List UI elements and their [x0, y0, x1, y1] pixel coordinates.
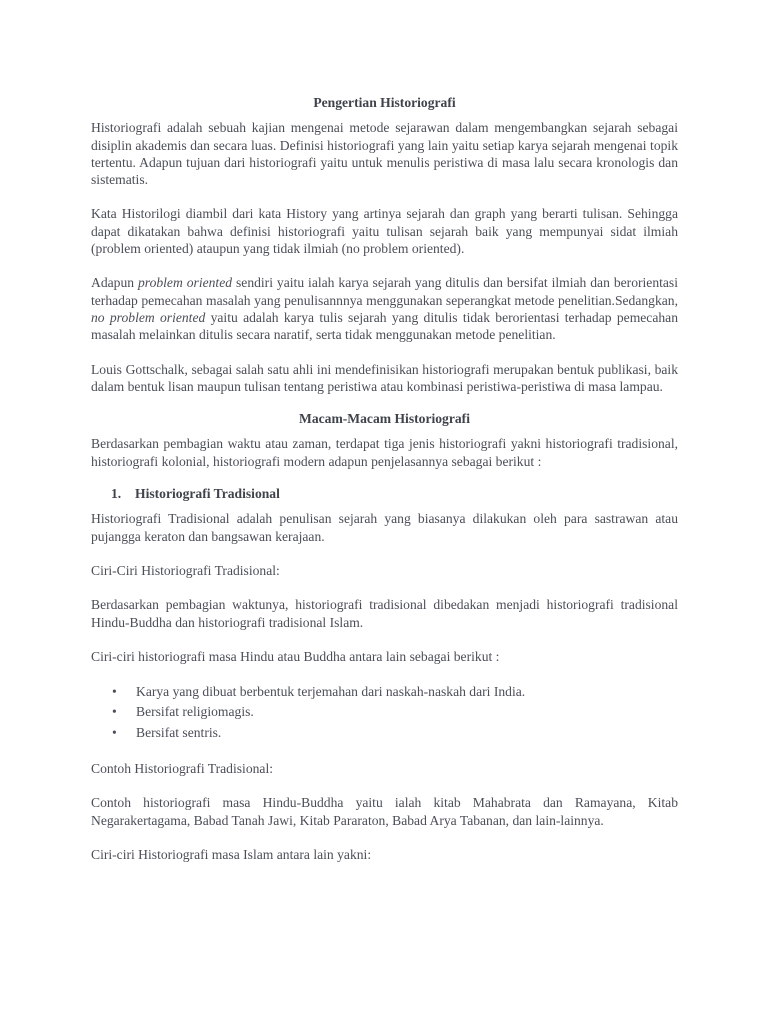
- text-run: yaitu adalah karya tulis sejarah yang ditulis tidak berorientasi terhadap pemecahan masalah melainkan ditulis secara naratif, serta tidak menggunakan metode penelitian.: [91, 309, 678, 343]
- paragraph-tradisional-def: Historiografi Tradisional adalah penulisan sejarah yang biasanya dilakukan oleh para sastrawan atau pujangga keraton dan bangsawan kerajaan.: [91, 511, 678, 544]
- paragraph-gottschalk: Louis Gottschalk, sebagai salah satu ahli ini mendefinisikan historiografi merupakan bentuk publikasi, baik dalam bentuk lisan maupun tulisan tentang peristiwa atau kombinasi peristiwa-peristiwa di masa lampau.: [91, 361, 678, 394]
- paragraph-contoh-heading: Contoh Historiografi Tradisional:: [91, 761, 274, 777]
- paragraph-contoh-body: Contoh historiografi masa Hindu-Buddha yaitu ialah kitab Mahabrata dan Ramayana, Kitab Negarakertagama, Babad Tanah Jawi, Kitab Pararaton, Babad Arya Tabanan, dan lain-lainnya.: [91, 795, 678, 828]
- list-item-text: Karya yang dibuat berbentuk terjemahan dari naskah-naskah dari India.: [136, 684, 526, 700]
- section-title-macam: Macam-Macam Historiografi: [299, 411, 470, 427]
- bullet-icon: •: [112, 704, 117, 720]
- paragraph-problem-oriented: [91, 274, 678, 343]
- paragraph-hindu-buddha-intro: Ciri-ciri historiografi masa Hindu atau Buddha antara lain sebagai berikut :: [91, 648, 500, 664]
- page-title: Pengertian Historiografi: [313, 95, 456, 110]
- list-number: 1.: [111, 486, 122, 502]
- list-item-text: Bersifat sentris.: [136, 724, 222, 740]
- numbered-heading-label: Historiografi Tradisional: [135, 486, 280, 502]
- bullet-list: [91, 682, 678, 743]
- text-run: Adapun: [91, 275, 138, 291]
- paragraph-islam-intro: Ciri-ciri Historiografi masa Islam antara lain yakni:: [91, 846, 372, 862]
- paragraph-ciri-heading: Ciri-Ciri Historiografi Tradisional:: [91, 562, 280, 578]
- numbered-heading-tradisional: [91, 485, 678, 502]
- emphasis-problem-oriented: problem oriented: [137, 275, 233, 291]
- bullet-icon: •: [112, 724, 117, 740]
- emphasis-no-problem-oriented: no problem oriented: [91, 309, 206, 325]
- document-page: [91, 94, 678, 863]
- list-item: [111, 723, 678, 743]
- list-item: [111, 702, 678, 722]
- paragraph-etymology: Kata Historilogi diambil dari kata History yang artinya sejarah dan graph yang berarti tulisan. Sehingga dapat dikatakan bahwa definisi historiografi yaitu tulisan sejarah baik yang mempunyai sidat ilmiah (problem oriented) ataupun yang tidak ilmiah (no problem oriented).: [91, 206, 678, 257]
- paragraph-definition: Historiografi adalah sebuah kajian mengenai metode sejarawan dalam mengembangkan sejarah sebagai disiplin akademis dan secara luas. Definisi historiografi yang lain yaitu setiap karya sejarah mengenai topik tertentu. Adapun tujuan dari historiografi yaitu untuk menulis peristiwa di masa lalu secara kronologis dan sistematis.: [91, 120, 678, 188]
- list-item-text: Bersifat religiomagis.: [136, 704, 254, 720]
- list-item: [111, 682, 678, 702]
- bullet-icon: •: [112, 684, 117, 700]
- paragraph-ciri-division: Berdasarkan pembagian waktunya, historiografi tradisional dibedakan menjadi historiografi tradisional Hindu-Buddha dan historiografi tradisional Islam.: [91, 597, 678, 630]
- paragraph-types-intro: Berdasarkan pembagian waktu atau zaman, terdapat tiga jenis historiografi yakni historiografi tradisional, historiografi kolonial, historiografi modern adapun penjelasannya sebagai berikut :: [91, 436, 678, 469]
- text-run: sendiri yaitu ialah karya sejarah yang ditulis dan bersifat ilmiah dan berorientasi terhadap pemecahan masalah yang penulisannnya menggunakan seperangkat metode penelitian.Sedangkan,: [91, 275, 678, 308]
